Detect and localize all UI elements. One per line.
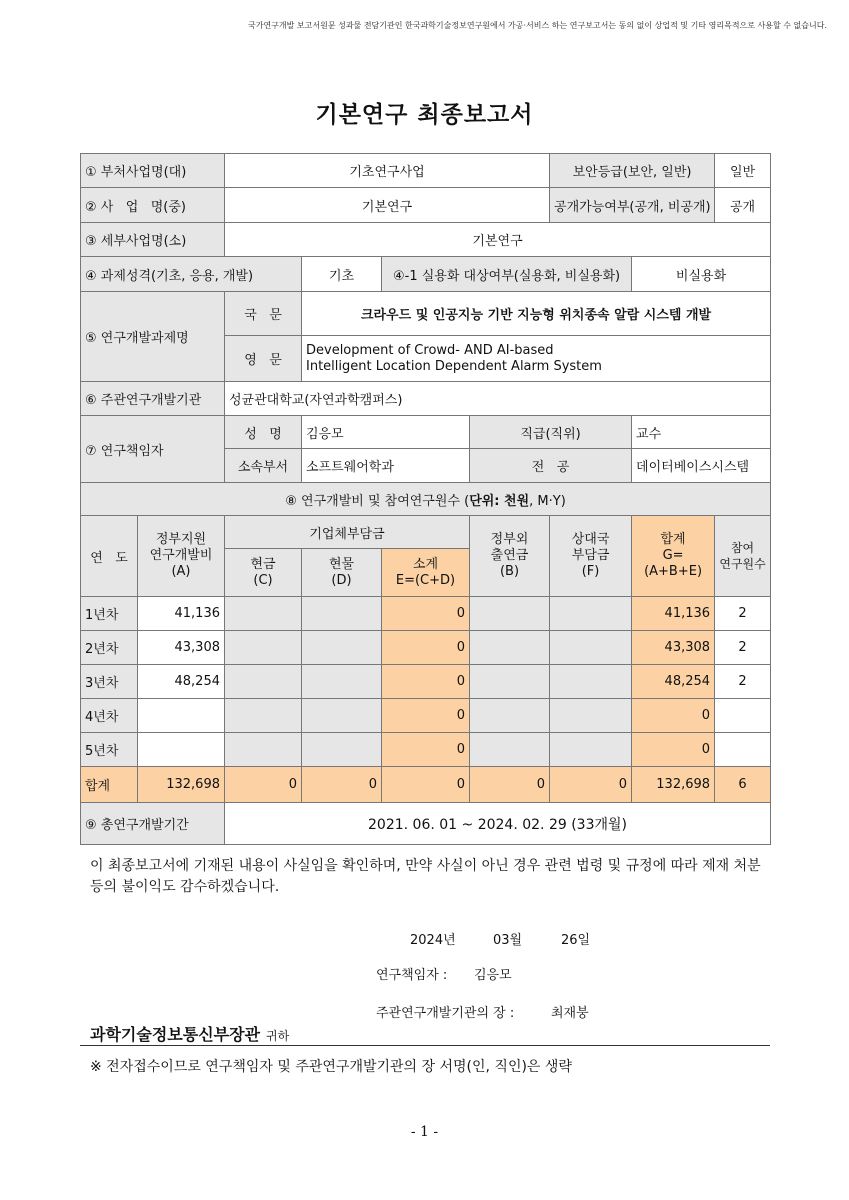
header-goods-line2: (D) <box>331 572 352 588</box>
program-value: 기본연구 <box>225 188 550 223</box>
goods-cell <box>302 597 382 631</box>
row-ministry-program <box>81 154 771 188</box>
task-nature-label: ④ 과제성격(기초, 응용, 개발) <box>81 257 302 292</box>
participants-cell: 2 <box>715 665 771 699</box>
budget-caption-prefix: ⑧ 연구개발비 및 참여연구원수 ( <box>285 493 470 509</box>
subtotal-cell: 0 <box>382 631 470 665</box>
header-ext-line1: 정부외 <box>490 532 529 547</box>
institution-label: ⑥ 주관연구개발기관 <box>81 382 225 416</box>
cash-cell <box>225 733 302 767</box>
english-title-label: 영 문 <box>225 336 302 382</box>
page-number: - 1 - <box>410 1124 439 1140</box>
header-sub-line2: E=(C+D) <box>395 572 456 588</box>
header-cash-line1: 현금 <box>250 556 276 572</box>
goods-cell <box>302 631 382 665</box>
sum-goods-cell: 0 <box>302 767 382 803</box>
researcher-signature-name: 김응모 <box>474 968 512 983</box>
position-label: 직급(직위) <box>470 416 632 449</box>
header-counterpart <box>550 516 632 597</box>
usage-notice: 국가연구개발 보고서원문 성과물 전담기관인 한국과학기술정보연구원에서 가공·서비스 하는 연구보고서는 동의 없이 상업적 및 기타 영리목적으로 사용할 수 없습니다. <box>248 21 827 30</box>
budget-caption-unit: 단위: 천원 <box>469 493 530 509</box>
header-goods-line1: 현물 <box>328 556 355 572</box>
security-grade-value: 일반 <box>715 154 771 188</box>
header-corporate: 기업체부담금 <box>225 516 470 549</box>
external-cell <box>470 699 550 733</box>
practical-label: ④-1 실용화 대상여부(실용화, 비실용화) <box>382 257 632 292</box>
goods-cell <box>302 665 382 699</box>
header-sub-line1: 소계 <box>412 556 439 572</box>
subtotal-cell: 0 <box>382 733 470 767</box>
practical-value: 비실용화 <box>632 257 771 292</box>
total-cell: 0 <box>632 733 715 767</box>
row-title-korean <box>81 292 771 336</box>
header-cp-line1: 상대국 <box>571 532 610 547</box>
sum-cash-cell: 0 <box>225 767 302 803</box>
task-nature-value: 기초 <box>302 257 382 292</box>
gov-cell <box>138 733 225 767</box>
date-day: 26일 <box>561 933 591 948</box>
header-goods <box>302 549 382 597</box>
external-cell <box>470 597 550 631</box>
researcher-signature-label: 연구책임자 : <box>376 968 448 983</box>
goods-cell <box>302 733 382 767</box>
inst-head-name: 최재붕 <box>551 1006 589 1021</box>
budget-header-row1 <box>81 516 771 549</box>
row-researcher-name <box>81 416 771 449</box>
budget-caption-suffix: , M·Y) <box>529 493 566 509</box>
disclosure-value: 공개 <box>715 188 771 223</box>
gov-cell <box>138 699 225 733</box>
ministry-name: 과학기술정보통신부장관 <box>90 1025 261 1044</box>
date-month: 03월 <box>493 933 523 948</box>
disclosure-label: 공개가능여부(공개, 비공개) <box>550 188 715 223</box>
budget-sum-row <box>81 767 771 803</box>
page-title: 기본연구 최종보고서 <box>315 102 534 128</box>
period-value: 2021. 06. 01 ~ 2024. 02. 29 (33개월) <box>225 803 771 845</box>
row-budget-caption <box>81 483 771 516</box>
report-info-table <box>80 153 771 845</box>
sum-external-cell: 0 <box>470 767 550 803</box>
header-cash-line2: (C) <box>253 572 273 588</box>
external-cell <box>470 631 550 665</box>
budget-caption <box>81 483 771 516</box>
header-ext-line2: 출연금 <box>490 548 529 563</box>
header-participants <box>715 516 771 597</box>
year-cell: 3년차 <box>81 665 138 699</box>
year-cell: 2년차 <box>81 631 138 665</box>
table-row <box>81 699 771 733</box>
sum-gov-cell: 132,698 <box>138 767 225 803</box>
row-task-nature <box>81 257 771 292</box>
researcher-label: ⑦ 연구책임자 <box>81 416 225 483</box>
row-period <box>81 803 771 845</box>
header-part-line1: 참여 <box>730 541 755 555</box>
korean-title-label: 국 문 <box>225 292 302 336</box>
header-part-line2: 연구원수 <box>719 557 766 571</box>
major-label: 전 공 <box>470 449 632 483</box>
sum-total-cell: 132,698 <box>632 767 715 803</box>
subtotal-cell: 0 <box>382 597 470 631</box>
sub-program-label: ③ 세부사업명(소) <box>81 223 225 257</box>
header-subtotal <box>382 549 470 597</box>
name-label: 성 명 <box>225 416 302 449</box>
table-row <box>81 631 771 665</box>
external-cell <box>470 733 550 767</box>
gov-cell: 41,136 <box>138 597 225 631</box>
sub-program-value: 기본연구 <box>225 223 771 257</box>
row-institution <box>81 382 771 416</box>
program-label: ② 사 업 명(중) <box>81 188 225 223</box>
counterpart-cell <box>550 699 632 733</box>
ministry-program-label: ① 부처사업명(대) <box>81 154 225 188</box>
total-cell: 41,136 <box>632 597 715 631</box>
english-title-line2: Intelligent Location Dependent Alarm System <box>306 358 602 374</box>
counterpart-cell <box>550 631 632 665</box>
dept-value: 소프트웨어학과 <box>302 449 470 483</box>
position-value: 교수 <box>632 416 771 449</box>
name-value: 김응모 <box>302 416 470 449</box>
sum-subtotal-cell: 0 <box>382 767 470 803</box>
divider <box>80 1045 770 1046</box>
english-title-value <box>302 336 771 382</box>
header-total-line2: G=(A+B+E) <box>644 548 703 579</box>
security-grade-label: 보안등급(보안, 일반) <box>550 154 715 188</box>
year-cell: 1년차 <box>81 597 138 631</box>
subtotal-cell: 0 <box>382 699 470 733</box>
gov-cell: 43,308 <box>138 631 225 665</box>
header-gov-line2: 연구개발비 <box>149 548 213 563</box>
header-ext-line3: (B) <box>499 564 520 579</box>
total-cell: 43,308 <box>632 631 715 665</box>
participants-cell <box>715 699 771 733</box>
external-cell <box>470 665 550 699</box>
header-total <box>632 516 715 597</box>
cash-cell <box>225 699 302 733</box>
declaration-text: 이 최종보고서에 기재된 내용이 사실임을 확인하며, 만약 사실이 아닌 경우 관련 법령 및 규정에 따라 제재 처분 등의 불이익도 감수하겠습니다. <box>90 858 761 895</box>
project-title-label: ⑤ 연구개발과제명 <box>81 292 225 382</box>
gov-cell: 48,254 <box>138 665 225 699</box>
table-row <box>81 665 771 699</box>
header-external <box>470 516 550 597</box>
date-year: 2024년 <box>410 933 456 948</box>
sum-year-cell: 합계 <box>81 767 138 803</box>
header-total-line1: 합계 <box>660 532 686 547</box>
header-cp-line3: (F) <box>581 564 600 579</box>
ministry-program-value: 기초연구사업 <box>225 154 550 188</box>
period-label: ⑨ 총연구개발기간 <box>81 803 225 845</box>
table-row <box>81 733 771 767</box>
cash-cell <box>225 597 302 631</box>
header-gov-line1: 정부지원 <box>155 532 207 547</box>
electronic-submission-note: ※ 전자접수이므로 연구책임자 및 주관연구개발기관의 장 서명(인, 직인)은 생략 <box>90 1059 572 1075</box>
counterpart-cell <box>550 597 632 631</box>
goods-cell <box>302 699 382 733</box>
row-sub-program <box>81 223 771 257</box>
counterpart-cell <box>550 733 632 767</box>
cash-cell <box>225 665 302 699</box>
cash-cell <box>225 631 302 665</box>
subtotal-cell: 0 <box>382 665 470 699</box>
inst-head-label: 주관연구개발기관의 장 : <box>376 1006 515 1021</box>
major-value: 데이터베이스시스템 <box>632 449 771 483</box>
table-row <box>81 597 771 631</box>
participants-cell <box>715 733 771 767</box>
counterpart-cell <box>550 665 632 699</box>
header-year: 연 도 <box>81 516 138 597</box>
header-cash <box>225 549 302 597</box>
sum-counterpart-cell: 0 <box>550 767 632 803</box>
participants-cell: 2 <box>715 631 771 665</box>
institution-value: 성균관대학교(자연과학캠퍼스) <box>225 382 771 416</box>
participants-cell: 2 <box>715 597 771 631</box>
year-cell: 5년차 <box>81 733 138 767</box>
row-program <box>81 188 771 223</box>
sum-participants-cell: 6 <box>715 767 771 803</box>
total-cell: 0 <box>632 699 715 733</box>
total-cell: 48,254 <box>632 665 715 699</box>
header-cp-line2: 부담금 <box>571 548 610 563</box>
korean-title-value: 크라우드 및 인공지능 기반 지능형 위치종속 알람 시스템 개발 <box>302 292 771 336</box>
ministry-suffix: 귀하 <box>266 1029 290 1043</box>
recipient-ministry <box>90 1022 289 1045</box>
header-gov-line3: (A) <box>171 564 191 579</box>
header-gov-funding <box>138 516 225 597</box>
dept-label: 소속부서 <box>225 449 302 483</box>
year-cell: 4년차 <box>81 699 138 733</box>
english-title-line1: Development of Crowd- AND AI-based <box>306 342 554 358</box>
